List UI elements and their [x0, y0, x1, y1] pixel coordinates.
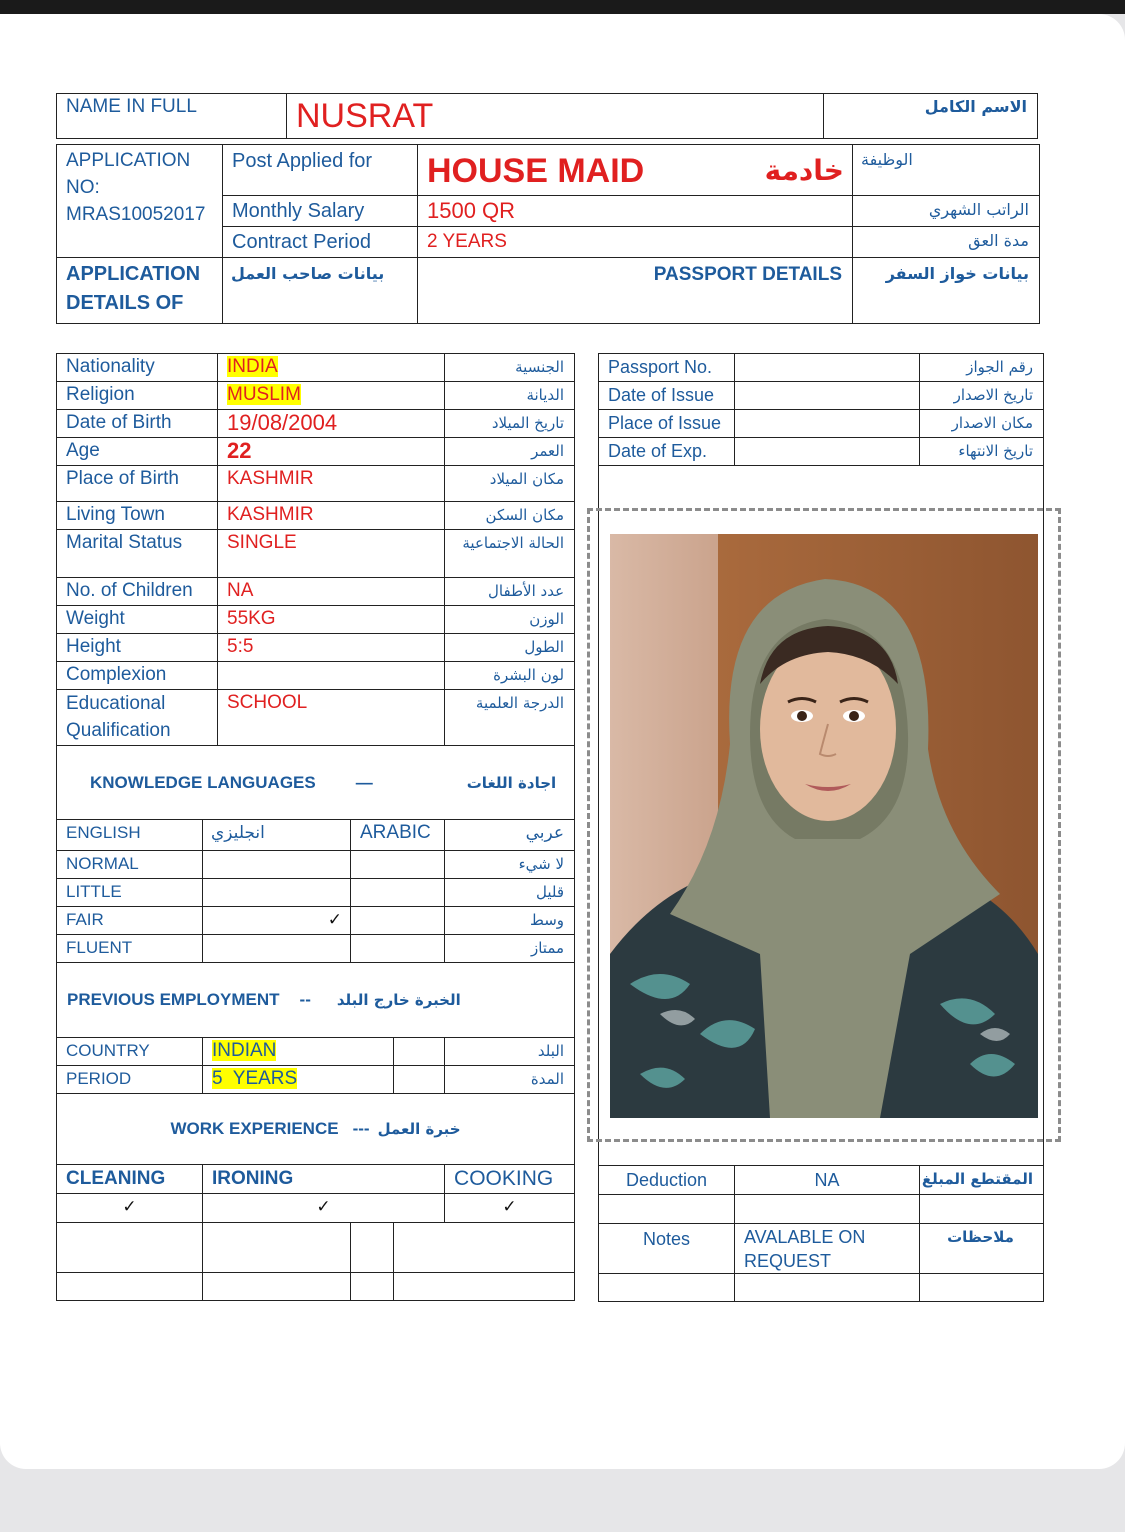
period-label: PERIOD	[57, 1066, 203, 1094]
nationality-ar: الجنسية	[445, 354, 575, 382]
work-experience-dash: ---	[352, 1119, 370, 1138]
issue-place-ar: مكان الاصدار	[920, 410, 1044, 438]
name-value: NUSRAT	[287, 94, 824, 139]
personal-details-table	[56, 353, 575, 1301]
previous-employment-title-ar: الخبرة خارج البلد	[336, 991, 461, 1009]
age-label: Age	[57, 438, 218, 466]
salary-label-ar: الراتب الشهري	[853, 196, 1040, 227]
country-value: INDIAN	[203, 1038, 394, 1066]
blank-cell	[351, 1273, 394, 1301]
arabic-normal-cell	[351, 851, 445, 879]
level-little-ar: قليل	[445, 879, 575, 907]
height-ar: الطول	[445, 634, 575, 662]
weight-ar: الوزن	[445, 606, 575, 634]
candidate-photo-illustration	[610, 534, 1038, 1118]
complexion-label: Complexion	[57, 662, 218, 690]
town-ar: مكان السكن	[445, 502, 575, 530]
cooking-check-icon: ✓	[445, 1194, 575, 1223]
work-experience-title-ar: خبرة العمل	[377, 1120, 461, 1138]
arabic-fluent-cell	[351, 935, 445, 963]
english-label: ENGLISH	[57, 820, 203, 851]
candidate-photo	[610, 534, 1038, 1118]
country-label: COUNTRY	[57, 1038, 203, 1066]
country-ar: البلد	[445, 1038, 575, 1066]
children-label: No. of Children	[57, 578, 218, 606]
deduction-notes-table	[598, 1165, 1044, 1302]
application-table	[56, 144, 1040, 324]
education-value: SCHOOL	[218, 690, 445, 746]
languages-dash: —	[355, 772, 373, 792]
employer-details-ar: بيانات صاحب العمل	[223, 258, 418, 324]
blank-cell	[920, 1195, 1044, 1224]
previous-employment-dash: --	[299, 990, 311, 1009]
level-normal-ar: لا شيء	[445, 851, 575, 879]
previous-employment-title: PREVIOUS EMPLOYMENT	[67, 990, 280, 1009]
passport-details-label: PASSPORT DETAILS	[418, 258, 853, 324]
issue-place-value	[735, 410, 920, 438]
complexion-ar: لون البشرة	[445, 662, 575, 690]
blank-cell	[57, 1273, 203, 1301]
country-empty-cell	[394, 1038, 445, 1066]
level-fair-ar: وسط	[445, 907, 575, 935]
blank-cell	[735, 1274, 920, 1302]
post-label: Post Applied for	[223, 145, 418, 196]
expiry-label: Date of Exp.	[599, 438, 735, 466]
complexion-value	[218, 662, 445, 690]
languages-section-header	[57, 746, 575, 820]
english-normal-cell	[203, 851, 351, 879]
level-fluent-label: FLUENT	[57, 935, 203, 963]
cleaning-check-icon: ✓	[57, 1194, 203, 1223]
marital-ar: الحالة الاجتماعية	[445, 530, 575, 578]
post-label-ar: الوظيفة	[853, 145, 1040, 196]
children-ar: عدد الأطفال	[445, 578, 575, 606]
town-value: KASHMIR	[218, 502, 445, 530]
children-value: NA	[218, 578, 445, 606]
post-value-ar: خادمة	[764, 154, 844, 187]
deduction-value: NA	[735, 1166, 920, 1195]
blank-cell	[394, 1273, 575, 1301]
issue-date-value	[735, 382, 920, 410]
issue-place-label: Place of Issue	[599, 410, 735, 438]
arabic-little-cell	[351, 879, 445, 907]
previous-employment-header	[57, 963, 575, 1038]
blank-cell	[351, 1223, 394, 1273]
english-fair-check-icon: ✓	[203, 907, 351, 935]
post-value-cell	[418, 145, 853, 196]
pob-value: KASHMIR	[218, 466, 445, 502]
religion-label: Religion	[57, 382, 218, 410]
english-fluent-cell	[203, 935, 351, 963]
contract-value: 2 YEARS	[418, 227, 853, 258]
period-empty-cell	[394, 1066, 445, 1094]
notes-ar: ملاحظات	[920, 1224, 1044, 1274]
ironing-check-icon: ✓	[203, 1194, 445, 1223]
notes-label: Notes	[599, 1224, 735, 1274]
arabic-fair-cell	[351, 907, 445, 935]
english-ar: انجليزي	[203, 820, 351, 851]
application-no-label: APPLICATION NO:	[66, 150, 191, 198]
marital-value: SINGLE	[218, 530, 445, 578]
blank-cell	[599, 1195, 735, 1224]
nationality-value: INDIA	[218, 354, 445, 382]
religion-ar: الديانة	[445, 382, 575, 410]
dob-value: 19/08/2004	[218, 410, 445, 438]
name-table	[56, 93, 1038, 139]
dob-label: Date of Birth	[57, 410, 218, 438]
top-status-bar	[0, 0, 1125, 14]
blank-cell	[920, 1274, 1044, 1302]
skill-ironing: IRONING	[203, 1165, 445, 1194]
weight-value: 55KG	[218, 606, 445, 634]
deduction-label: Deduction	[599, 1166, 735, 1195]
work-experience-title: WORK EXPERIENCE	[170, 1119, 339, 1138]
issue-date-ar: تاريخ الاصدار	[920, 382, 1044, 410]
height-value: 5:5	[218, 634, 445, 662]
contract-label-ar: مدة العق	[853, 227, 1040, 258]
blank-cell	[394, 1223, 575, 1273]
arabic-ar: عربي	[445, 820, 575, 851]
blank-cell	[203, 1223, 351, 1273]
religion-value: MUSLIM	[218, 382, 445, 410]
period-ar: المدة	[445, 1066, 575, 1094]
blank-cell	[599, 1274, 735, 1302]
age-value: 22	[218, 438, 445, 466]
skill-cooking: COOKING	[445, 1165, 575, 1194]
notes-value: AVALABLE ON REQUEST	[735, 1224, 920, 1274]
nationality-label: Nationality	[57, 354, 218, 382]
blank-cell	[203, 1273, 351, 1301]
dob-ar: تاريخ الميلاد	[445, 410, 575, 438]
work-experience-header	[57, 1094, 575, 1165]
deduction-ar: المقتطع المبلغ	[920, 1166, 1044, 1195]
application-details-label: APPLICATION DETAILS OF	[57, 258, 223, 324]
skill-cleaning: CLEANING	[57, 1165, 203, 1194]
height-label: Height	[57, 634, 218, 662]
contract-label: Contract Period	[223, 227, 418, 258]
age-ar: العمر	[445, 438, 575, 466]
town-label: Living Town	[57, 502, 218, 530]
name-label-ar: الاسم الكامل	[824, 94, 1038, 139]
passport-no-label: Passport No.	[599, 354, 735, 382]
languages-title-ar: اجادة اللغات	[466, 773, 557, 792]
name-label: NAME IN FULL	[57, 94, 287, 139]
expiry-ar: تاريخ الانتهاء	[920, 438, 1044, 466]
post-value: HOUSE MAID	[427, 152, 645, 190]
salary-label: Monthly Salary	[223, 196, 418, 227]
marital-label: Marital Status	[57, 530, 218, 578]
arabic-label: ARABIC	[351, 820, 445, 851]
level-fluent-ar: ممتاز	[445, 935, 575, 963]
passport-no-ar: رقم الجواز	[920, 354, 1044, 382]
pob-ar: مكان الميلاد	[445, 466, 575, 502]
blank-cell	[735, 1195, 920, 1224]
application-no-cell	[57, 145, 223, 258]
level-little-label: LITTLE	[57, 879, 203, 907]
passport-details-ar: بيانات خواز السفر	[853, 258, 1040, 324]
level-normal-label: NORMAL	[57, 851, 203, 879]
blank-cell	[57, 1223, 203, 1273]
period-value: 5 YEARS	[203, 1066, 394, 1094]
application-no-value: MRAS10052017	[66, 204, 206, 225]
education-ar: الدرجة العلمية	[445, 690, 575, 746]
weight-label: Weight	[57, 606, 218, 634]
english-little-cell	[203, 879, 351, 907]
passport-no-value	[735, 354, 920, 382]
pob-label: Place of Birth	[57, 466, 218, 502]
issue-date-label: Date of Issue	[599, 382, 735, 410]
education-label: Educational Qualification	[57, 690, 218, 746]
expiry-value	[735, 438, 920, 466]
level-fair-label: FAIR	[57, 907, 203, 935]
salary-value: 1500 QR	[418, 196, 853, 227]
languages-title: KNOWLEDGE LANGUAGES	[90, 772, 316, 792]
